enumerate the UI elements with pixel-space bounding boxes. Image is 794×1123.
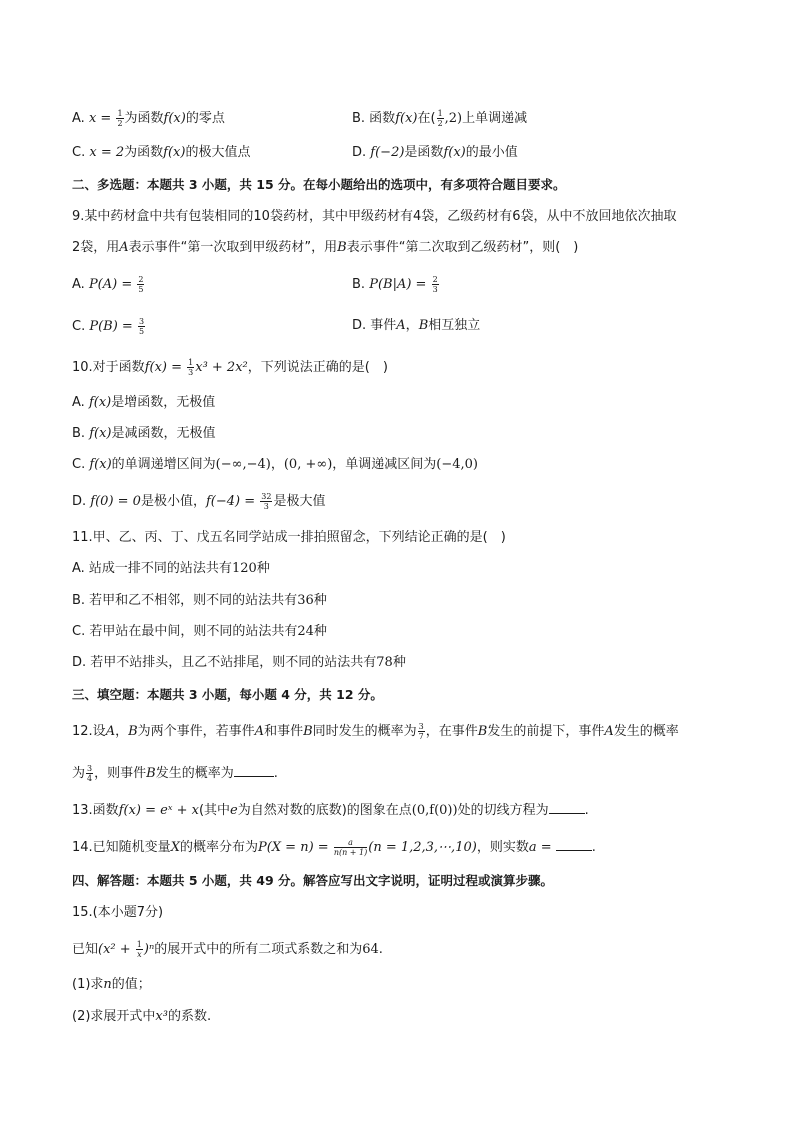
- fraction-denominator: 5: [138, 327, 145, 336]
- section-heading-multiple-choice: 二、多选题：本题共 3 小题，共 15 分。在每小题给出的选项中，有多项符合题目要求。: [72, 177, 566, 192]
- text: .: [584, 803, 589, 818]
- fraction-numerator: 2: [432, 275, 438, 284]
- text: 为两个事件，若事件: [137, 724, 255, 739]
- q9-option-d: [352, 317, 480, 335]
- math-var: X: [170, 840, 180, 855]
- fraction-denominator: 4: [87, 774, 93, 783]
- option-label: A.: [72, 111, 85, 126]
- text: 发生的概率为: [155, 766, 234, 781]
- text: ，: [405, 318, 419, 333]
- answer-blank[interactable]: [549, 801, 585, 814]
- text: B. 若甲和乙不相邻，则不同的站法共有: [72, 593, 298, 608]
- number: 36: [297, 593, 314, 608]
- text: ，下列说法正确的是( ): [247, 360, 388, 375]
- option-label: B.: [352, 277, 366, 292]
- text: 的最小值: [465, 145, 518, 160]
- q15-part2: [72, 1008, 211, 1026]
- math-expr: P(X = n) =: [257, 840, 333, 855]
- fraction-numerator: 3: [138, 317, 145, 326]
- text: 已知: [72, 942, 99, 957]
- math-var: A: [119, 240, 129, 255]
- math-expr: x = 2: [89, 145, 125, 160]
- text: (2)求展开式中: [72, 1009, 156, 1024]
- q8-option-d: [352, 144, 518, 162]
- fraction-denominator: 5: [138, 285, 144, 294]
- math-expr: f(x): [163, 111, 186, 126]
- text: 是增函数，无极值: [111, 395, 216, 410]
- fraction-numerator: 1: [437, 109, 443, 118]
- math-expr: f(x): [163, 145, 186, 160]
- text: ，单调递减区间为: [332, 457, 437, 472]
- q8-option-a: [72, 109, 225, 128]
- math-var: A: [254, 724, 265, 739]
- text: 种: [313, 624, 327, 639]
- math-var: B: [128, 724, 138, 739]
- fraction-denominator: 2: [437, 119, 443, 128]
- q11-option-a: [72, 560, 270, 578]
- text: .: [591, 840, 596, 855]
- math-expr: (0, +∞): [283, 457, 333, 472]
- q12-line1: [72, 722, 679, 741]
- text: .: [378, 942, 383, 957]
- math-expr: (0,f(0)): [411, 803, 458, 818]
- text: 14.已知随机变量: [72, 840, 171, 855]
- math-expr: (x² +: [98, 942, 135, 957]
- fraction-numerator: 3: [87, 764, 93, 773]
- option-label: D.: [352, 145, 367, 160]
- text: 为函数: [124, 111, 164, 126]
- math-var: B: [146, 766, 156, 781]
- text: 种: [392, 655, 406, 670]
- fraction-numerator: 2: [138, 275, 144, 284]
- text: 13.函数: [72, 803, 119, 818]
- fraction-numerator: a: [334, 838, 367, 848]
- fraction-denominator: 3: [432, 285, 438, 294]
- text: 是极大值: [273, 494, 326, 509]
- math-expr: (−∞,−4): [215, 457, 271, 472]
- text: 的极大值点: [185, 145, 251, 160]
- text: 的单调递增区间为: [111, 457, 216, 472]
- text: ，则事件: [94, 766, 147, 781]
- fraction: [418, 722, 425, 741]
- text: 表示事件“第一次取到甲级药材”，用: [128, 240, 338, 255]
- fraction: [137, 275, 144, 294]
- q10-option-c: [72, 456, 478, 474]
- q8-option-c: [72, 144, 250, 162]
- text: ，: [270, 457, 284, 472]
- fraction-denominator: 7: [418, 732, 424, 741]
- fraction: [334, 838, 367, 857]
- math-expr: x³ + 2x²: [195, 360, 248, 375]
- math-var: A: [396, 318, 406, 333]
- q10-stem: [72, 358, 388, 377]
- math-expr: f(−4) =: [205, 494, 260, 509]
- text: 表示事件“第二次取到乙级药材”，则( ): [346, 240, 579, 255]
- q11-option-c: [72, 623, 327, 641]
- q15-stem: [72, 940, 383, 959]
- text: (1)求: [72, 977, 104, 992]
- text: 的概率分布为: [179, 840, 258, 855]
- fraction-denominator: 3: [188, 368, 194, 377]
- text: 和事件: [264, 724, 304, 739]
- text: D. 若甲不站排头，且乙不站排尾，则不同的站法共有: [72, 655, 377, 670]
- text: 2袋，用: [72, 240, 120, 255]
- math-expr: P(B|A) =: [369, 277, 431, 292]
- option-label: B. 函数: [352, 111, 396, 126]
- fraction: [260, 492, 272, 511]
- text: 10.对于函数: [72, 360, 145, 375]
- fraction: [86, 764, 93, 783]
- answer-blank[interactable]: [556, 838, 592, 851]
- text: C. 若甲站在最中间，则不同的站法共有: [72, 624, 298, 639]
- fraction: [437, 109, 444, 128]
- math-expr: P(A) =: [88, 277, 137, 292]
- math-expr: f(x): [89, 426, 112, 441]
- number: 24: [297, 624, 314, 639]
- q11-option-b: [72, 592, 327, 610]
- fraction-numerator: 32: [261, 492, 272, 501]
- text: 为自然对数的底数)的图象在点: [237, 803, 412, 818]
- section-heading-fill-in: 三、填空题：本题共 3 小题，每小题 4 分，共 12 分。: [72, 687, 383, 702]
- text: 为函数: [124, 145, 164, 160]
- q14: [72, 838, 596, 857]
- math-expr: x³: [155, 1009, 168, 1024]
- text: 同时发生的概率为: [312, 724, 417, 739]
- text: ，在事件: [425, 724, 478, 739]
- math-expr: f(x) = eˣ + x: [118, 803, 199, 818]
- q12-line2: [72, 764, 278, 783]
- section-heading-free-response: 四、解答题：本题共 5 小题，共 49 分。解答应写出文字说明，证明过程或演算步骤。: [72, 873, 554, 888]
- text: A. 站成一排不同的站法共有: [72, 561, 232, 576]
- math-var: B: [418, 318, 429, 333]
- text: ，: [115, 724, 129, 739]
- text: 12.设: [72, 724, 106, 739]
- option-label: C.: [72, 319, 86, 334]
- q11-stem: 11.甲、乙、丙、丁、戊五名同学站成一排拍照留念，下列结论正确的是( ): [72, 530, 506, 545]
- text: 是函数: [404, 145, 444, 160]
- text: 种: [256, 561, 270, 576]
- math-expr: x =: [88, 111, 116, 126]
- q15-title: 15.(本小题7分): [72, 905, 164, 920]
- fraction: [136, 940, 143, 959]
- option-label: C.: [72, 145, 86, 160]
- text: 的展开式中的所有二项式系数之和为: [154, 942, 363, 957]
- math-var: B: [477, 724, 488, 739]
- q13: [72, 801, 589, 820]
- text: 是极小值，: [140, 494, 206, 509]
- q8-option-b: [352, 109, 527, 128]
- fraction: [187, 358, 194, 377]
- option-label: D. 事件: [352, 318, 397, 333]
- option-label: A.: [72, 277, 85, 292]
- math-expr: f(x) =: [144, 360, 187, 375]
- number: 64: [362, 942, 379, 957]
- fraction-numerator: 3: [418, 722, 424, 731]
- text: 种: [313, 593, 327, 608]
- q10-option-a: [72, 394, 215, 412]
- q9-option-c: [72, 317, 146, 336]
- fraction-numerator: 1: [117, 109, 123, 118]
- math-var: n: [103, 977, 112, 992]
- math-expr: f(x): [88, 395, 112, 410]
- text: 的系数.: [167, 1009, 212, 1024]
- math-var: B: [303, 724, 313, 739]
- fraction: [116, 109, 123, 128]
- q9-stem-line1: 9.某中药材盒中共有包装相同的10袋药材，其中甲级药材有4袋，乙级药材有6袋，从中不放回地依次抽取: [72, 209, 677, 224]
- text: 发生的概率: [613, 724, 679, 739]
- text: (其中: [198, 803, 231, 818]
- option-label: C.: [72, 457, 86, 472]
- text: 是减函数，无极值: [111, 426, 216, 441]
- text: 为: [72, 766, 86, 781]
- fraction-numerator: 1: [136, 940, 142, 949]
- q9-option-a: [72, 275, 145, 294]
- fraction: [138, 317, 145, 336]
- option-label: A.: [72, 395, 85, 410]
- text: 处的切线方程为: [457, 803, 549, 818]
- text: 相互独立: [428, 318, 481, 333]
- text: .: [273, 766, 278, 781]
- fraction-denominator: n(n + 1): [333, 848, 368, 857]
- math-expr: )ⁿ: [143, 942, 155, 957]
- math-var: A: [105, 724, 116, 739]
- text: 在(: [417, 111, 436, 126]
- q15-part1: [72, 976, 151, 994]
- fraction: [432, 275, 439, 294]
- fraction-denominator: x: [137, 950, 142, 959]
- math-var: B: [337, 240, 347, 255]
- q10-option-d: [72, 492, 325, 511]
- math-var: A: [604, 724, 614, 739]
- q9-option-b: [352, 275, 440, 294]
- option-label: D.: [72, 494, 87, 509]
- fraction-denominator: 2: [117, 119, 123, 128]
- math-expr: P(B) =: [89, 319, 137, 334]
- option-label: B.: [72, 426, 86, 441]
- math-expr: a =: [528, 840, 556, 855]
- math-expr: f(0) = 0: [90, 494, 141, 509]
- math-expr: f(x): [443, 145, 466, 160]
- math-expr: ,2): [444, 111, 463, 126]
- number: 78: [376, 655, 393, 670]
- q10-option-b: [72, 425, 216, 443]
- fraction-numerator: 1: [188, 358, 194, 367]
- answer-blank[interactable]: [234, 764, 274, 777]
- math-expr: f(x): [395, 111, 418, 126]
- text: ，则实数: [476, 840, 529, 855]
- q11-option-d: [72, 654, 406, 672]
- text: 的零点: [185, 111, 225, 126]
- math-expr: (−4,0): [436, 457, 478, 472]
- text: 的值；: [111, 977, 151, 992]
- math-expr: (n = 1,2,3,⋯,10): [368, 840, 477, 855]
- math-expr: f(x): [89, 457, 112, 472]
- text: 上单调递减: [462, 111, 528, 126]
- math-expr: f(−2): [370, 145, 405, 160]
- q9-stem-line2: [72, 239, 578, 257]
- math-var: e: [230, 803, 238, 818]
- number: 120: [231, 561, 257, 576]
- text: 发生的前提下，事件: [487, 724, 605, 739]
- fraction-denominator: 3: [263, 502, 269, 511]
